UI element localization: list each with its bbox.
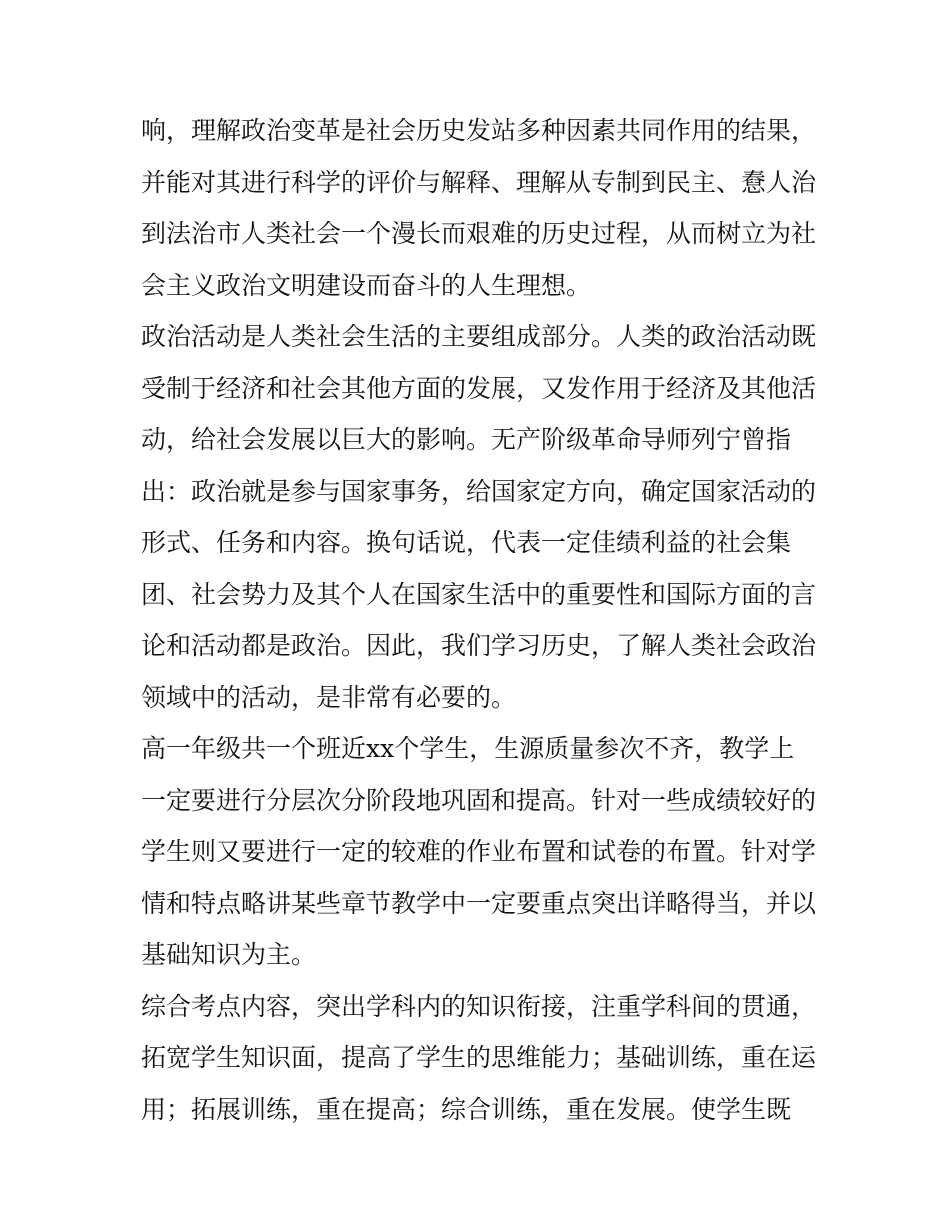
text-line: 拓宽学生知识面，提高了学生的思维能力；基础训练，重在运 (141, 1043, 817, 1072)
text-line: 出：政治就是参与国家事务，给国家定方向，确定国家活动的 (141, 476, 817, 506)
text-line: 响，理解政治变革是社会历史发站多种因素共同作用的结果， (141, 116, 817, 145)
text-line: 一定要进行分层次分阶段地巩固和提高。针对一些成绩较好的 (141, 785, 817, 815)
text-line: 形式、任务和内容。换句话说，代表一定佳绩利益的社会集 (141, 528, 792, 557)
text-line: 高一年级共一个班近xx个学生，生源质量参次不齐，教学上 (141, 734, 795, 763)
text-line: 并能对其进行科学的评价与解释、理解从专制到民主、憃人治 (141, 167, 817, 197)
text-line: 受制于经济和社会其他方面的发展，又发作用于经济及其他活 (141, 373, 817, 403)
text-line: 领域中的活动，是非常有必要的。 (141, 682, 517, 712)
text-line: 到法治市人类社会一个漫长而艰难的历史过程，从而树立为社 (141, 219, 817, 248)
text-line: 动，给社会发展以巨大的影响。无产阶级革命导师列宁曾指 (141, 425, 792, 454)
text-line: 团、社会势力及其个人在国家生活中的重要性和国际方面的言 (141, 579, 817, 609)
text-line: 学生则又要进行一定的较难的作业布置和试卷的布置。针对学 (141, 837, 817, 866)
text-line: 用；拓展训练，重在提高；综合训练，重在发展。使学生既 (141, 1094, 792, 1124)
text-line: 基础知识为主。 (141, 940, 317, 969)
text-line: 情和特点略讲某些章节教学中一定要重点突出详略得当，并以 (141, 888, 817, 918)
document-body (141, 105, 821, 1135)
text-line: 综合考点内容，突出学科内的知识衔接，注重学科间的贯通， (141, 991, 817, 1021)
text-line: 论和活动都是政治。因此，我们学习历史，了解人类社会政治 (141, 631, 817, 660)
text-line: 政治活动是人类社会生活的主要组成部分。人类的政治活动既 (141, 322, 817, 351)
text-line: 会主义政治文明建设而奋斗的人生理想。 (141, 270, 592, 300)
